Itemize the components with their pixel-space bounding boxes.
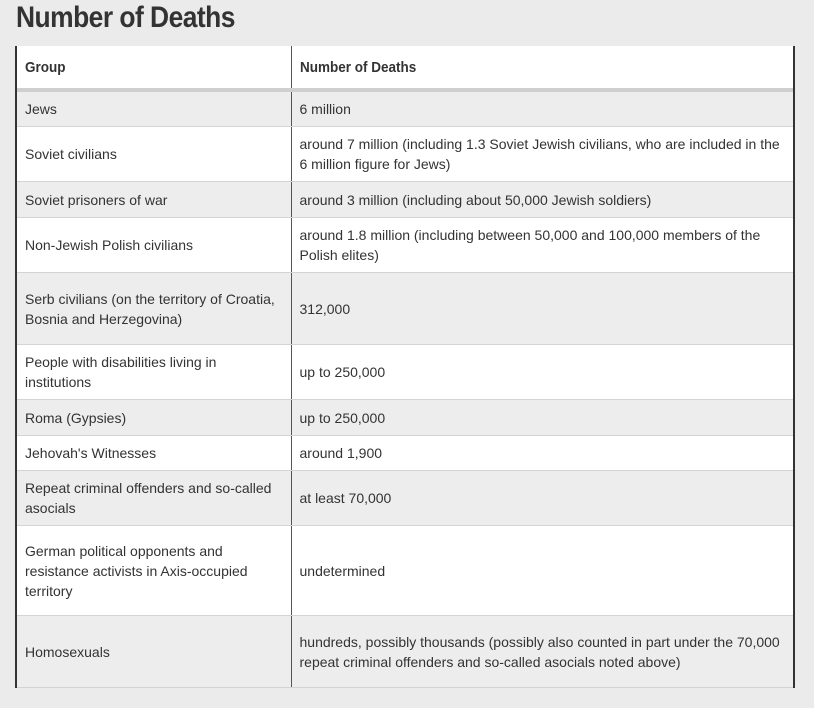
table-row (17, 616, 793, 688)
deaths-table (17, 46, 793, 688)
deaths-cell: around 1,900 (291, 436, 793, 471)
group-cell: Soviet prisoners of war (17, 182, 291, 218)
group-cell: Jews (17, 90, 291, 127)
page-title: Number of Deaths (16, 1, 235, 34)
column-header-group (17, 46, 291, 90)
deaths-cell: 6 million (291, 90, 793, 127)
group-cell: German political opponents and resistance activists in Axis-occupied territory (17, 526, 291, 616)
deaths-cell: around 3 million (including about 50,000 Jewish soldiers) (291, 182, 793, 218)
column-header-deaths-label: Number of Deaths (299, 58, 416, 76)
table-row (17, 400, 793, 436)
deaths-cell: around 1.8 million (including between 50,000 and 100,000 members of the Polish elites) (291, 218, 793, 273)
table-header-row (17, 46, 793, 90)
group-cell: Homosexuals (17, 616, 291, 688)
deaths-cell: at least 70,000 (291, 471, 793, 526)
group-cell: Non-Jewish Polish civilians (17, 218, 291, 273)
deaths-cell: up to 250,000 (291, 400, 793, 436)
deaths-cell: 312,000 (291, 273, 793, 345)
table-row (17, 273, 793, 345)
column-header-group-label: Group (25, 58, 66, 76)
deaths-table-container (15, 46, 795, 688)
deaths-cell: undetermined (291, 526, 793, 616)
table-row (17, 218, 793, 273)
group-cell: People with disabilities living in institutions (17, 345, 291, 400)
table-row (17, 526, 793, 616)
group-cell: Jehovah's Witnesses (17, 436, 291, 471)
group-cell: Roma (Gypsies) (17, 400, 291, 436)
table-row (17, 127, 793, 182)
group-cell: Repeat criminal offenders and so-called asocials (17, 471, 291, 526)
table-row (17, 182, 793, 218)
group-cell: Soviet civilians (17, 127, 291, 182)
table-row (17, 436, 793, 471)
deaths-cell: around 7 million (including 1.3 Soviet Jewish civilians, who are included in the 6 million figure for Jews) (291, 127, 793, 182)
table-row (17, 471, 793, 526)
table-row (17, 90, 793, 127)
column-header-deaths (291, 46, 793, 90)
deaths-cell: hundreds, possibly thousands (possibly also counted in part under the 70,000 repeat criminal offenders and so-called asocials noted above) (291, 616, 793, 688)
deaths-cell: up to 250,000 (291, 345, 793, 400)
group-cell: Serb civilians (on the territory of Croatia, Bosnia and Herzegovina) (17, 273, 291, 345)
table-row (17, 345, 793, 400)
